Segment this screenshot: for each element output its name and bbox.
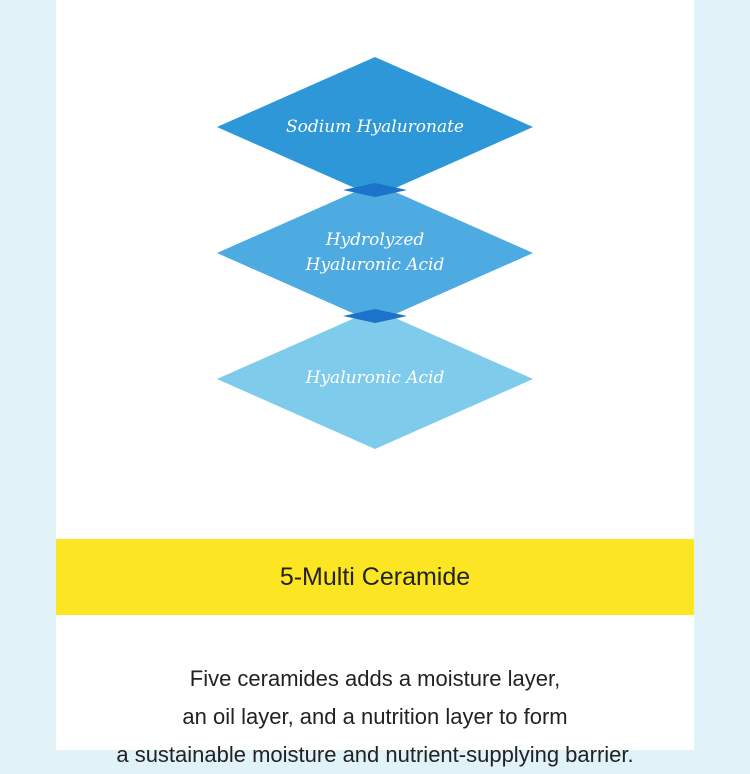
description-text: [56, 660, 694, 774]
label-line: Hyaluronic Acid: [305, 368, 445, 388]
description-line: Five ceramides adds a moisture layer,: [189, 666, 561, 691]
description-line: an oil layer, and a nutrition layer to form: [182, 704, 568, 729]
label-line: Hydrolyzed: [325, 230, 425, 250]
section-banner: [56, 539, 694, 615]
label-hyaluronic-acid: [225, 366, 525, 391]
label-line: Sodium Hyaluronate: [286, 117, 464, 137]
section-title: 5-Multi Ceramide: [279, 562, 471, 591]
description-line: a sustainable moisture and nutrient-supplying barrier.: [116, 742, 634, 767]
label-hydrolyzed-hyaluronic-acid: [225, 228, 525, 278]
label-sodium-hyaluronate: [225, 115, 525, 140]
label-line: Hyaluronic Acid: [305, 255, 445, 275]
